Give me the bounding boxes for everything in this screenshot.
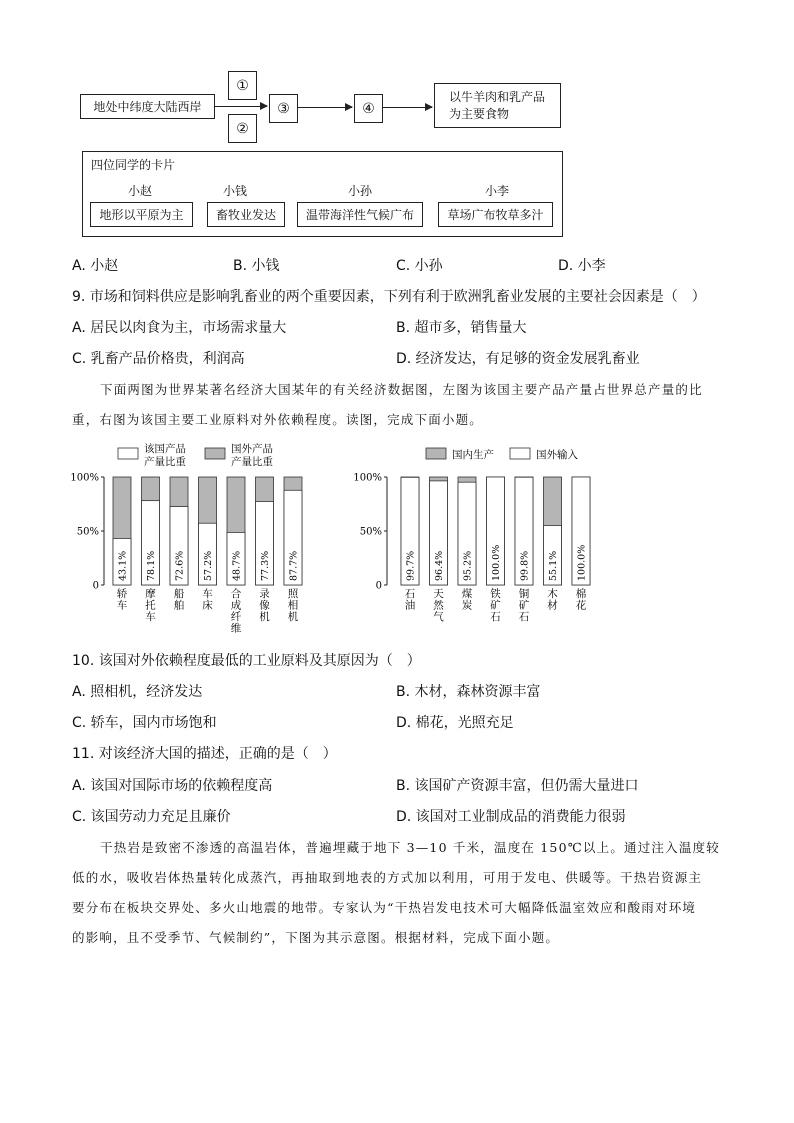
category-label: 成 <box>230 599 242 612</box>
category-label: 炭 <box>461 599 473 612</box>
category-label: 棉 <box>575 588 587 600</box>
flow-node-2: ② <box>228 114 257 143</box>
right-chart <box>345 436 605 642</box>
q10-option-a: A. 照相机，经济发达 <box>72 684 203 700</box>
category-label: 石 <box>518 611 530 623</box>
cards-title: 四位同学的卡片 <box>91 158 176 172</box>
category-label: 维 <box>230 622 242 635</box>
q8-option-a: A. 小赵 <box>72 258 119 274</box>
category-label: 摩 <box>145 588 156 600</box>
category-label: 矿 <box>518 599 530 612</box>
y-tick-label: 100% <box>353 472 382 484</box>
flow-node-1: ① <box>228 71 257 100</box>
card-name-sun: 小孙 <box>347 184 372 198</box>
card-name-zhao: 小赵 <box>127 184 152 198</box>
intro1-line1: 下面两图为世界某著名经济大国某年的有关经济数据图，左图为该国主要产品产量占世界总产量的比 <box>100 382 703 397</box>
category-label: 托 <box>145 599 156 612</box>
flow-arrow-1 <box>215 106 267 107</box>
legend-swatch-foreign <box>205 448 225 459</box>
category-label: 矿 <box>490 599 501 612</box>
category-label: 木 <box>547 588 558 600</box>
category-label: 录 <box>259 588 270 600</box>
category-label: 石 <box>490 611 501 623</box>
legend-label-import: 国外输入 <box>536 449 578 461</box>
category-label: 舶 <box>173 599 185 612</box>
category-label: 气 <box>433 611 444 623</box>
intro2-line3: 要分布在板块交界处、多火山地震的地带。专家认为“干热岩发电技术可大幅降低温室效应和酸雨对环境 <box>72 900 697 915</box>
flow-node-3: ③ <box>269 94 298 123</box>
category-label: 纤 <box>230 611 242 623</box>
bar-value-label: 100.0% <box>576 544 588 581</box>
intro2-line1: 干热岩是致密不渗透的高温岩体，普遍埋藏于地下 3—10 千米，温度在 150℃以上。通过注入温度较 <box>100 840 720 855</box>
bar-value-label: 99.8% <box>519 550 531 581</box>
category-label: 花 <box>575 599 587 612</box>
bar-value-label: 100.0% <box>491 544 502 581</box>
card-name-qian: 小钱 <box>222 184 247 198</box>
q8-option-c: C. 小孙 <box>396 258 443 274</box>
flow-arrow-3 <box>383 107 432 108</box>
intro2-line2: 低的水，吸收岩体热量转化成蒸汽，再抽取到地表的方式加以利用，可用于发电、供暖等。干热岩资源主 <box>72 870 703 885</box>
bar-value-label: 87.7% <box>288 550 300 581</box>
bar-value-label: 78.1% <box>146 550 157 581</box>
legend-swatch-domestic <box>118 448 138 459</box>
intro1-line2: 重，右图为该国主要工业原料对外依赖程度。读图，完成下面小题。 <box>72 412 484 427</box>
flow-end-line2: 为主要食物 <box>449 106 510 121</box>
legend-label-foreign-2: 产量比重 <box>231 456 273 468</box>
category-label: 铁 <box>490 588 501 600</box>
q11-option-c: C. 该国劳动力充足且廉价 <box>72 809 231 825</box>
bar-value-label: 72.6% <box>174 550 186 581</box>
category-label: 然 <box>433 599 444 612</box>
card-name-li: 小李 <box>484 184 509 198</box>
category-label: 铜 <box>518 588 530 600</box>
category-label: 天 <box>433 588 444 600</box>
legend-swatch-import <box>510 448 530 459</box>
flow-end-box <box>434 83 561 128</box>
category-label: 材 <box>547 599 558 612</box>
y-tick-label: 100% <box>70 472 99 484</box>
flow-arrow-2 <box>298 107 352 108</box>
q11-option-a: A. 该国对国际市场的依赖程度高 <box>72 778 273 794</box>
category-label: 油 <box>404 599 416 612</box>
q9-option-a: A. 居民以肉食为主，市场需求量大 <box>72 320 287 336</box>
category-label: 石 <box>404 588 416 600</box>
legend-label-domestic-production: 国内生产 <box>452 449 494 461</box>
category-label: 相 <box>287 599 299 612</box>
bar-value-label: 99.7% <box>405 550 417 581</box>
legend-label-domestic-1: 该国产品 <box>144 443 186 455</box>
card-text-qian: 畜牧业发达 <box>207 202 285 227</box>
card-text-li: 草场广布牧草多汁 <box>438 202 553 227</box>
q10-stem: 10. 该国对外依赖程度最低的工业原料及其原因为（ ） <box>72 653 421 669</box>
q8-option-d: D. 小李 <box>558 258 606 274</box>
flow-start-box: 地处中纬度大陆西岸 <box>80 94 215 119</box>
y-tick-label: 0 <box>375 580 382 592</box>
bar-value-label: 77.3% <box>260 550 271 581</box>
bar-value-label: 55.1% <box>548 550 559 581</box>
category-label: 车 <box>202 588 213 600</box>
y-tick-label: 50% <box>359 526 382 538</box>
category-label: 像 <box>259 599 270 612</box>
q9-option-c: C. 乳畜产品价格贵，利润高 <box>72 351 245 367</box>
q9-option-d: D. 经济发达，有足够的资金发展乳畜业 <box>396 351 640 367</box>
intro2-line4: 的影响，且不受季节、气候制约”，下图为其示意图。根据材料，完成下面小题。 <box>72 930 560 945</box>
q11-option-b: B. 该国矿产资源丰富，但仍需大量进口 <box>396 778 639 794</box>
category-label: 机 <box>259 611 270 623</box>
q11-stem: 11. 对该经济大国的描述，正确的是（ ） <box>72 746 337 762</box>
category-label: 煤 <box>461 588 473 600</box>
category-label: 床 <box>202 599 213 612</box>
y-tick-label: 50% <box>76 526 99 538</box>
category-label: 车 <box>116 599 128 612</box>
category-label: 轿 <box>116 588 128 600</box>
category-label: 船 <box>173 588 185 600</box>
q10-option-d: D. 棉花，光照充足 <box>396 715 514 731</box>
q9-option-b: B. 超市多，销售量大 <box>396 320 527 336</box>
legend-label-domestic-2: 产量比重 <box>144 456 186 468</box>
q11-option-d: D. 该国对工业制成品的消费能力很弱 <box>396 809 626 825</box>
bar-value-label: 96.4% <box>434 550 445 581</box>
q9-stem: 9. 市场和饲料供应是影响乳畜业的两个重要因素，下列有利于欧洲乳畜业发展的主要社会因素是（ ） <box>72 289 706 305</box>
category-label: 照 <box>287 588 299 600</box>
y-tick-label: 0 <box>92 580 99 592</box>
category-label: 车 <box>145 611 156 623</box>
legend-swatch-domestic-production <box>426 448 446 459</box>
flow-node-4: ④ <box>354 94 383 123</box>
bar-value-label: 95.2% <box>462 550 474 581</box>
q8-option-b: B. 小钱 <box>233 258 280 274</box>
left-chart <box>60 436 320 642</box>
bar-value-label: 43.1% <box>117 550 129 581</box>
bar-value-label: 57.2% <box>203 550 214 581</box>
cards-panel <box>82 151 563 237</box>
q10-option-b: B. 木材，森林资源丰富 <box>396 684 541 700</box>
category-label: 合 <box>230 588 242 600</box>
bar-value-label: 48.7% <box>231 550 243 581</box>
card-text-sun: 温带海洋性气候广布 <box>297 202 423 227</box>
q10-option-c: C. 轿车，国内市场饱和 <box>72 715 217 731</box>
flow-end-line1: 以牛羊肉和乳产品 <box>449 89 546 104</box>
legend-label-foreign-1: 国外产品 <box>231 443 273 455</box>
card-text-zhao: 地形以平原为主 <box>90 202 193 227</box>
category-label: 机 <box>287 611 299 623</box>
